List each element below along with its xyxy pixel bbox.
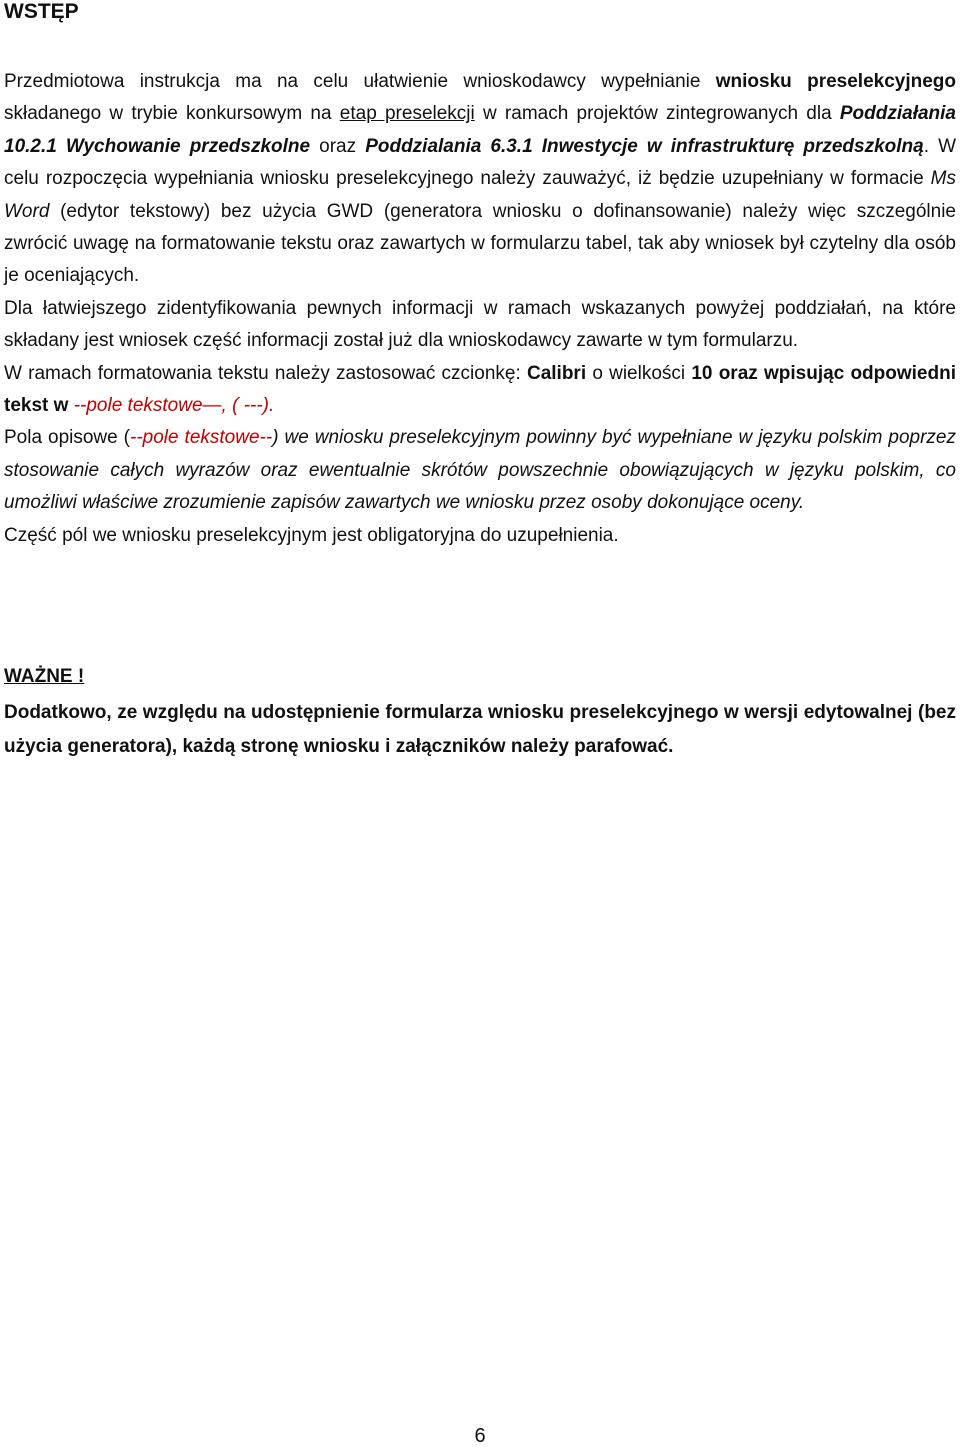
text-run: o wielkości bbox=[586, 362, 692, 384]
bold-run: wniosku preselekcyjnego bbox=[715, 71, 956, 92]
text-run: w ramach projektów zintegrowanych dla bbox=[474, 103, 840, 125]
important-label: WAŻNE ! bbox=[4, 666, 85, 687]
subaction-name-6-3-1: Poddzialania 6.3.1 Inwestycje w infrastrukturę przedszkolną bbox=[365, 135, 924, 157]
paragraph-formatting bbox=[4, 358, 956, 423]
font-name: Calibri bbox=[526, 362, 587, 384]
text-run: ) we wniosku preselekcyjnym powinny być wypełniane w języku polskim poprzez stosowanie całych wyrazów oraz ewentualnie skrótów powszechnie obowiązujących w języku polskim, co umożliwi właściwe zrozumienie zapisów zawartych we wniosku przez osoby dokonujące oceny. bbox=[4, 427, 956, 514]
section-heading: WSTĘP bbox=[4, 0, 79, 23]
text-run: oraz bbox=[310, 135, 366, 157]
text-run: składanego w trybie konkursowym na bbox=[4, 103, 340, 125]
page-number: 6 bbox=[474, 1425, 486, 1447]
text-run: Przedmiotowa instrukcja ma na celu ułatwienie wnioskodawcy wypełnianie bbox=[4, 71, 716, 92]
subaction-name-10-2-1: Poddziałania 10.2.1 Wychowanie przedszkolne bbox=[4, 103, 956, 157]
underlined-run: etap preselekcji bbox=[339, 103, 475, 125]
important-notice bbox=[4, 660, 956, 764]
text-run: W ramach formatowania tekstu należy zastosować czcionkę: bbox=[4, 362, 527, 384]
paragraph-identification: Dla łatwiejszego zidentyfikowania pewnych informacji w ramach wskazanych powyżej poddziałań, na które składany jest wniosek część informacji został już dla wnioskodawcy zawarte w tym formularzu. bbox=[4, 297, 956, 352]
paragraph-descriptive-fields bbox=[4, 422, 956, 519]
important-note: Dodatkowo, ze względu na udostępnienie formularza wniosku preselekcyjnego w wersji edytowalnej (bez użycia generatora), każdą stronę wniosku i załączników należy parafować. bbox=[4, 702, 956, 757]
bold-run: 10 oraz wpisując odpowiedni tekst w bbox=[4, 362, 956, 417]
italic-run: Ms Word bbox=[4, 168, 956, 222]
text-field-marker: --pole tekstowe—, ( ---). bbox=[73, 395, 275, 417]
text-run: Pola opisowe ( bbox=[4, 427, 131, 449]
paragraph-mandatory-fields: Część pól we wniosku preselekcyjnym jest obligatoryjna do uzupełnienia. bbox=[4, 524, 619, 546]
text-run: W celu rozpoczęcia wypełniania wniosku preselekcyjnego należy zauważyć, iż będzie uzupełniany w formacie bbox=[4, 135, 957, 190]
paragraph-intro bbox=[4, 66, 956, 293]
text-field-marker: --pole tekstowe-- bbox=[130, 427, 273, 449]
text-run: . bbox=[923, 135, 929, 157]
body-text bbox=[4, 66, 956, 552]
text-run: (edytor tekstowy) bez użycia GWD (generatora wniosku o dofinansowanie) należy więc szczególnie zwrócić uwagę na formatowanie tekstu oraz zawartych w formularzu tabel, tak aby wniosek był czytelny dla osób je oceniających. bbox=[4, 200, 956, 287]
